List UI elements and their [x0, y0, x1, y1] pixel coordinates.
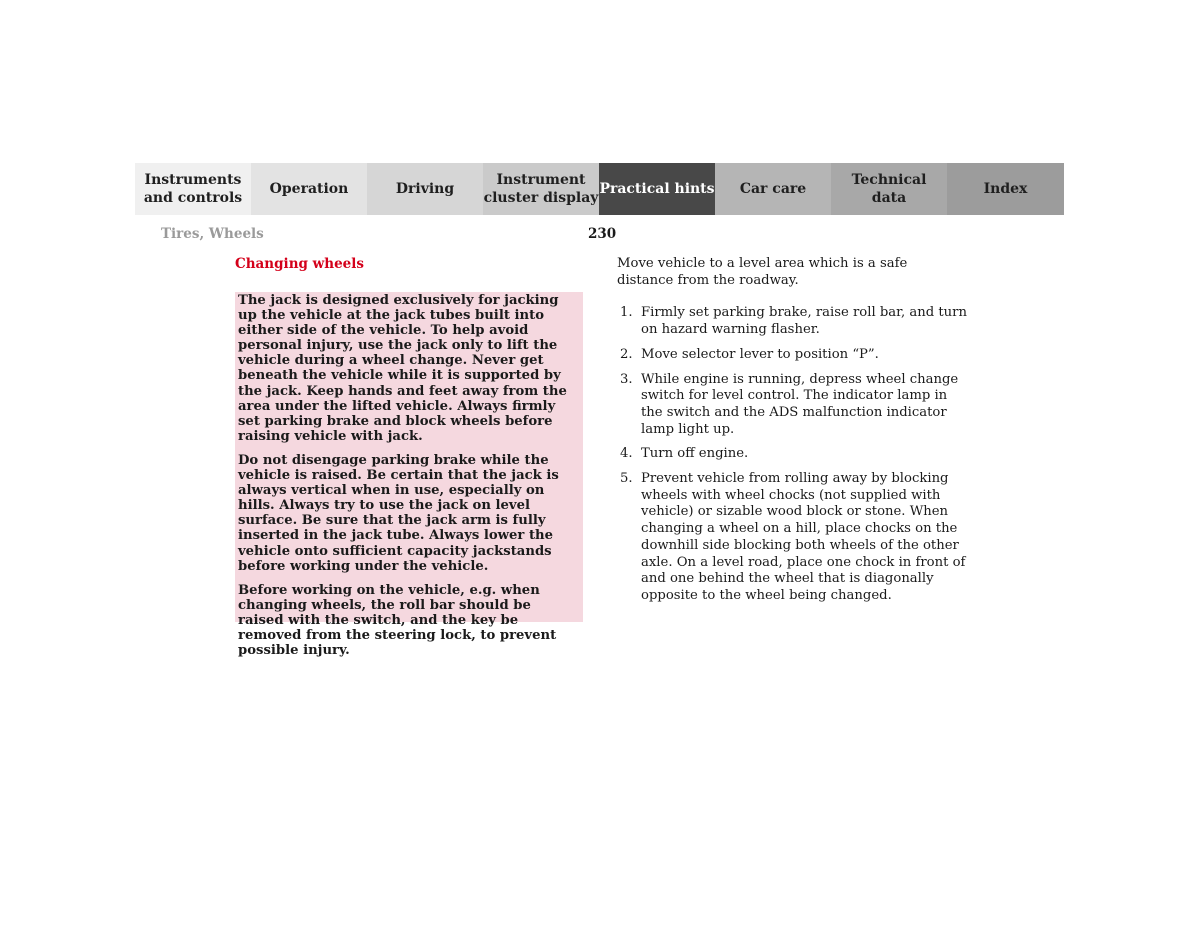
section-heading: Changing wheels: [235, 256, 364, 272]
list-item: [617, 372, 967, 439]
tab-technical-data[interactable]: Technical data: [831, 163, 947, 215]
step-text: Firmly set parking brake, raise roll bar, and turn on hazard warning flasher.: [641, 305, 967, 338]
tab-practical-hints[interactable]: Practical hints: [599, 163, 715, 215]
tab-driving[interactable]: Driving: [367, 163, 483, 215]
list-item: [617, 446, 967, 463]
step-text: Prevent vehicle from rolling away by blocking wheels with wheel chocks (not supplied with vehicle) or sizable wood block or stone. When changing a wheel on a hill, place chocks on the downhill side blocking both wheels of the other axle. On a level road, place one chock in front of and one behind the wheel that is diagonally opposite to the wheel being changed.: [641, 471, 966, 603]
step-number: 4.: [620, 446, 633, 462]
page-number: 230: [588, 226, 617, 242]
warning-box: [235, 292, 583, 659]
intro-text: Move vehicle to a level area which is a safe distance from the roadway.: [617, 256, 908, 288]
warning-paragraph: Do not disengage parking brake while the vehicle is raised. Be certain that the jack is always vertical when in use, especially on hills. Always try to use the jack on level surface. Be sure that the jack arm is fully inserted in the jack tube. Always lower the vehicle onto sufficient capacity jackstands before working under the vehicle.: [238, 452, 559, 574]
step-text: Turn off engine.: [641, 446, 749, 462]
step-number: 2.: [620, 346, 633, 362]
tab-instrument-cluster-display[interactable]: Instrument cluster display: [483, 163, 599, 215]
section-title: Tires, Wheels: [161, 226, 264, 242]
step-text: Move selector lever to position “P”.: [641, 346, 879, 362]
chapter-tabs: [135, 163, 1064, 215]
step-number: 1.: [620, 305, 633, 321]
list-item: [617, 471, 967, 605]
warning-paragraph: The jack is designed exclusively for jacking up the vehicle at the jack tubes built into either side of the vehicle. To help avoid personal injury, use the jack only to lift the vehicle during a wheel change. Never get beneath the vehicle while it is supported by the jack. Keep hands and feet away from the area under the lifted vehicle. Always firmly set parking brake and block wheels before raising vehicle with jack.: [238, 293, 567, 444]
step-number: 5.: [620, 471, 633, 487]
step-number: 3.: [620, 371, 633, 387]
steps-list: [617, 305, 967, 604]
list-item: [617, 305, 967, 338]
tab-index[interactable]: Index: [947, 163, 1064, 215]
tab-car-care[interactable]: Car care: [715, 163, 831, 215]
tab-instruments-and-controls[interactable]: Instruments and controls: [135, 163, 251, 215]
instructions-column: [617, 256, 967, 613]
step-text: While engine is running, depress wheel change switch for level control. The indicator lamp in the switch and the ADS malfunction indicator lamp light up.: [641, 371, 959, 437]
tab-operation[interactable]: Operation: [251, 163, 367, 215]
warning-paragraph: Before working on the vehicle, e.g. when changing wheels, the roll bar should be raised with the switch, and the key be removed from the steering lock, to prevent possible injury.: [238, 582, 557, 659]
list-item: [617, 347, 967, 364]
